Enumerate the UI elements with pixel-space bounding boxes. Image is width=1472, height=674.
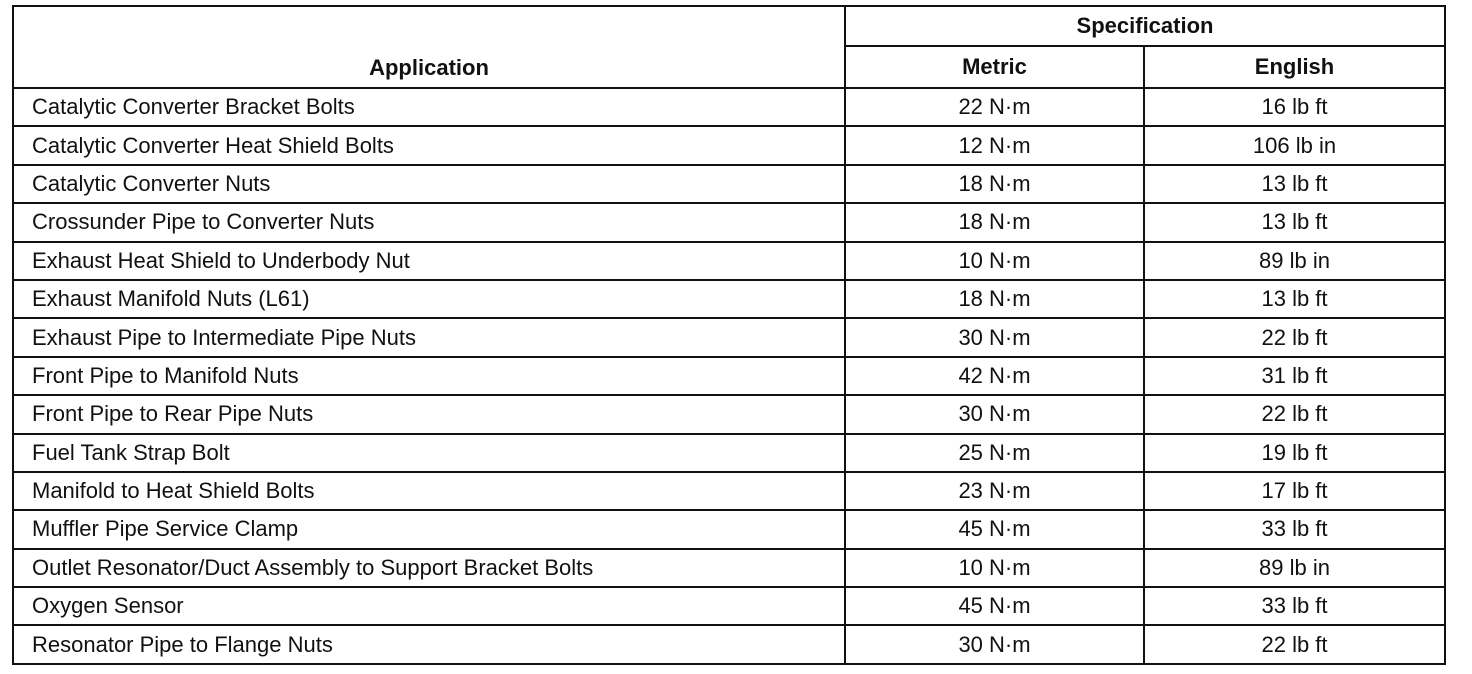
metric-cell: 42 N·m bbox=[845, 357, 1144, 395]
table-row bbox=[13, 280, 1445, 318]
table-row bbox=[13, 395, 1445, 433]
table-row bbox=[13, 510, 1445, 548]
english-cell: 13 lb ft bbox=[1144, 165, 1445, 203]
english-cell: 106 lb in bbox=[1144, 126, 1445, 164]
table-row bbox=[13, 165, 1445, 203]
english-cell: 22 lb ft bbox=[1144, 625, 1445, 663]
header-specification: Specification bbox=[845, 6, 1445, 46]
application-cell: Front Pipe to Manifold Nuts bbox=[13, 357, 845, 395]
metric-cell: 30 N·m bbox=[845, 625, 1144, 663]
application-cell: Exhaust Pipe to Intermediate Pipe Nuts bbox=[13, 318, 845, 356]
table-row bbox=[13, 88, 1445, 126]
table-row bbox=[13, 549, 1445, 587]
table-row bbox=[13, 625, 1445, 663]
application-cell: Oxygen Sensor bbox=[13, 587, 845, 625]
metric-cell: 30 N·m bbox=[845, 395, 1144, 433]
table-row bbox=[13, 242, 1445, 280]
metric-cell: 23 N·m bbox=[845, 472, 1144, 510]
metric-cell: 10 N·m bbox=[845, 549, 1144, 587]
metric-cell: 18 N·m bbox=[845, 280, 1144, 318]
english-cell: 33 lb ft bbox=[1144, 587, 1445, 625]
table-row bbox=[13, 203, 1445, 241]
metric-cell: 12 N·m bbox=[845, 126, 1144, 164]
english-cell: 22 lb ft bbox=[1144, 395, 1445, 433]
metric-cell: 18 N·m bbox=[845, 203, 1144, 241]
metric-cell: 18 N·m bbox=[845, 165, 1144, 203]
metric-cell: 22 N·m bbox=[845, 88, 1144, 126]
english-cell: 17 lb ft bbox=[1144, 472, 1445, 510]
application-cell: Resonator Pipe to Flange Nuts bbox=[13, 625, 845, 663]
table-row bbox=[13, 472, 1445, 510]
application-cell: Catalytic Converter Heat Shield Bolts bbox=[13, 126, 845, 164]
metric-cell: 30 N·m bbox=[845, 318, 1144, 356]
application-cell: Fuel Tank Strap Bolt bbox=[13, 434, 845, 472]
metric-cell: 45 N·m bbox=[845, 587, 1144, 625]
application-cell: Exhaust Manifold Nuts (L61) bbox=[13, 280, 845, 318]
table-row bbox=[13, 318, 1445, 356]
application-cell: Outlet Resonator/Duct Assembly to Support Bracket Bolts bbox=[13, 549, 845, 587]
application-cell: Muffler Pipe Service Clamp bbox=[13, 510, 845, 548]
metric-cell: 25 N·m bbox=[845, 434, 1144, 472]
english-cell: 19 lb ft bbox=[1144, 434, 1445, 472]
fastener-specification-table bbox=[12, 5, 1446, 665]
table-row bbox=[13, 126, 1445, 164]
english-cell: 89 lb in bbox=[1144, 242, 1445, 280]
metric-cell: 10 N·m bbox=[845, 242, 1144, 280]
application-cell: Manifold to Heat Shield Bolts bbox=[13, 472, 845, 510]
application-cell: Catalytic Converter Nuts bbox=[13, 165, 845, 203]
application-cell: Front Pipe to Rear Pipe Nuts bbox=[13, 395, 845, 433]
english-cell: 33 lb ft bbox=[1144, 510, 1445, 548]
english-cell: 16 lb ft bbox=[1144, 88, 1445, 126]
english-cell: 13 lb ft bbox=[1144, 203, 1445, 241]
english-cell: 22 lb ft bbox=[1144, 318, 1445, 356]
english-cell: 13 lb ft bbox=[1144, 280, 1445, 318]
application-cell: Crossunder Pipe to Converter Nuts bbox=[13, 203, 845, 241]
table-row bbox=[13, 434, 1445, 472]
application-cell: Catalytic Converter Bracket Bolts bbox=[13, 88, 845, 126]
header-application: Application bbox=[13, 6, 845, 88]
table-row bbox=[13, 357, 1445, 395]
table-row bbox=[13, 587, 1445, 625]
header-metric: Metric bbox=[845, 46, 1144, 88]
application-cell: Exhaust Heat Shield to Underbody Nut bbox=[13, 242, 845, 280]
english-cell: 89 lb in bbox=[1144, 549, 1445, 587]
header-english: English bbox=[1144, 46, 1445, 88]
metric-cell: 45 N·m bbox=[845, 510, 1144, 548]
english-cell: 31 lb ft bbox=[1144, 357, 1445, 395]
